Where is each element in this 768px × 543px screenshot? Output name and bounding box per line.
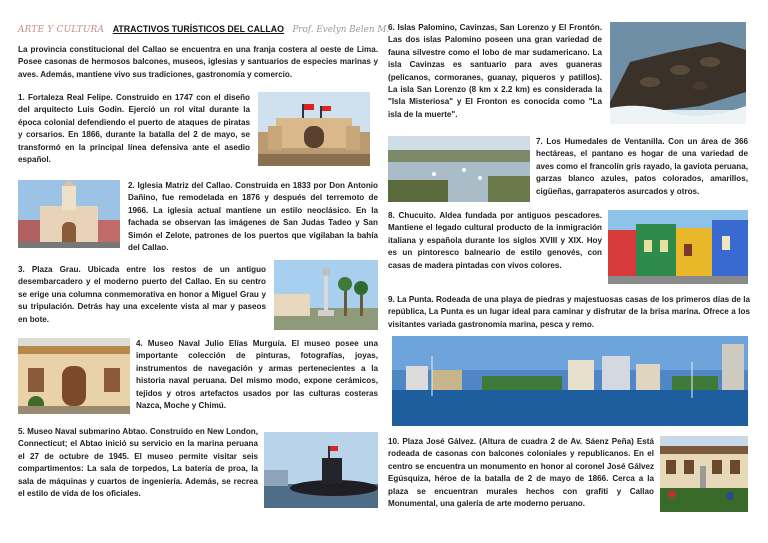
- item-6-text: 6. Islas Palomino, Cavinzas, San Lorenzo y El Frontón. Las dos islas Palomino poseen una gran variedad de fauna silvestre como el lobo de mar sudamericano. La isla Cavinzas es santuario para aves guaneras (pelícanos, cormoranes, guanay, piqueros y patillos). La isla San Lorenzo (8 km x 2.2 km) es considerada la "Isla Misteriosa" y El Fronton es conocida como "La isla de la muerte".: [388, 23, 602, 119]
- sea-lions-photo: [610, 22, 746, 124]
- item-3-text: 3. Plaza Grau. Ubicada entre los restos de un antiguo desembarcadero y el moderno puerto del Callao. En su centro se erige una columna conmemorativa en honor a Miguel Grau y su tripulación. Detrás hay una excelente vista al mar y paseos en bote.: [18, 265, 266, 324]
- section-label: ARTE Y CULTURA: [18, 25, 105, 35]
- plaza-grau-photo: [274, 260, 378, 330]
- item-9-text: 9. La Punta. Rodeada de una playa de piedras y majestuosas casas de los primeros días de la república, La Punta es un lugar ideal para caminar y disfrutar de la brisa marina. Ofrece a los visitantes variada gastronomía marina, pesca y remo.: [388, 295, 750, 329]
- page-header: [18, 24, 389, 35]
- item-8-text: 8. Chucuito. Aldea fundada por antiguos pescadores. Mantiene el legado cultural producto de la inmigración italiana y española durante los siglos XVIII y XIX. Hoy es un pintoresco balneario de estilo genovés, con casas de madera pintadas con vivos colores.: [388, 211, 602, 270]
- church-photo: [18, 180, 120, 248]
- plaza-galvez-photo: [660, 436, 748, 512]
- chucuito-photo: [608, 210, 748, 284]
- author-label: Prof. Evelyn Belen M.: [292, 25, 390, 35]
- la-punta-photo: [392, 336, 748, 426]
- item-10-text: 10. Plaza José Gálvez. (Altura de cuadra 2 de Av. Sáenz Peña) Está rodeada de casonas con balcones coloniales y republicanos. En el centro se encuentra un monumento en honor al coronel José Gálvez Egúsquiza, héroe de la batalla de 2 de mayo de 1866. Cerca a la plaza se encuentran murales hechos con grafiti y Callao Monumental, una galería de arte moderno peruano.: [388, 437, 654, 509]
- wetlands-photo: [388, 136, 530, 202]
- submarine-photo: [264, 432, 378, 508]
- fortress-photo: [258, 92, 370, 166]
- intro-paragraph: La provincia constitucional del Callao se encuentra en una franja costera al oeste de Lima. Posee casonas de hermosos balcones, museos, iglesias y santuarios de especies marinas y aves. Además, mantiene vivo sus tradiciones, gastronomía y comercio.: [18, 45, 378, 79]
- item-1-text: 1. Fortaleza Real Felipe. Construido en 1747 con el diseño del arquitecto Luis Godin. Ejerció un rol vital durante la época colonial defendiendo el puerto de ataques de piratas y corsarios. En 1866, durante la batalla del 2 de mayo, se transformó en la principal línea defensiva ante el asedio español.: [18, 93, 250, 165]
- naval-museum-photo: [18, 338, 130, 414]
- item-5-text: 5. Museo Naval submarino Abtao. Construido en New London, Connecticut; el Abtao inició su servicio en la marina peruana el 27 de octubre de 1945. El museo permite visitar seis compartimentos: La sala de torpedos, La batería de proa, la sala de máquinas y cuartos de ingeniería. Además, se recrea el estilo de vida de los oficiales.: [18, 427, 258, 499]
- item-7-text: 7. Los Humedales de Ventanilla. Con un área de 366 hectáreas, el pantano es hogar de una variedad de aves como el francolín gris rayado, la gaviota peruana, garzas blanco azules, patos colorados, amarillos, cigüeñas, garrapateros asurcados y otros.: [536, 137, 748, 196]
- page-title: ATRACTIVOS TURÍSTICOS DEL CALLAO: [112, 24, 284, 34]
- item-2-text: 2. Iglesia Matriz del Callao. Construida en 1833 por Don Antonio Dañino, fue remodelada en 1876 y después del terremoto de 1966. La iglesia actual mantiene un estilo neoclásico. En la fachada se observan las imágenes de San Judas Tadeo y San Simón el Zelote, patrones de los puertos que vigilaban la bahía del Callao.: [128, 181, 378, 253]
- item-4-text: 4. Museo Naval Julio Elías Murguía. El museo posee una importante colección de pinturas, fotografías, joyas, instrumentos de navegación y armas pertenecientes a la historia naval peruana. Del mismo modo, expone cerámicos, tejidos y otros artefactos usados por las culturas costeras Nazca, Moche y Chimú.: [136, 339, 378, 411]
